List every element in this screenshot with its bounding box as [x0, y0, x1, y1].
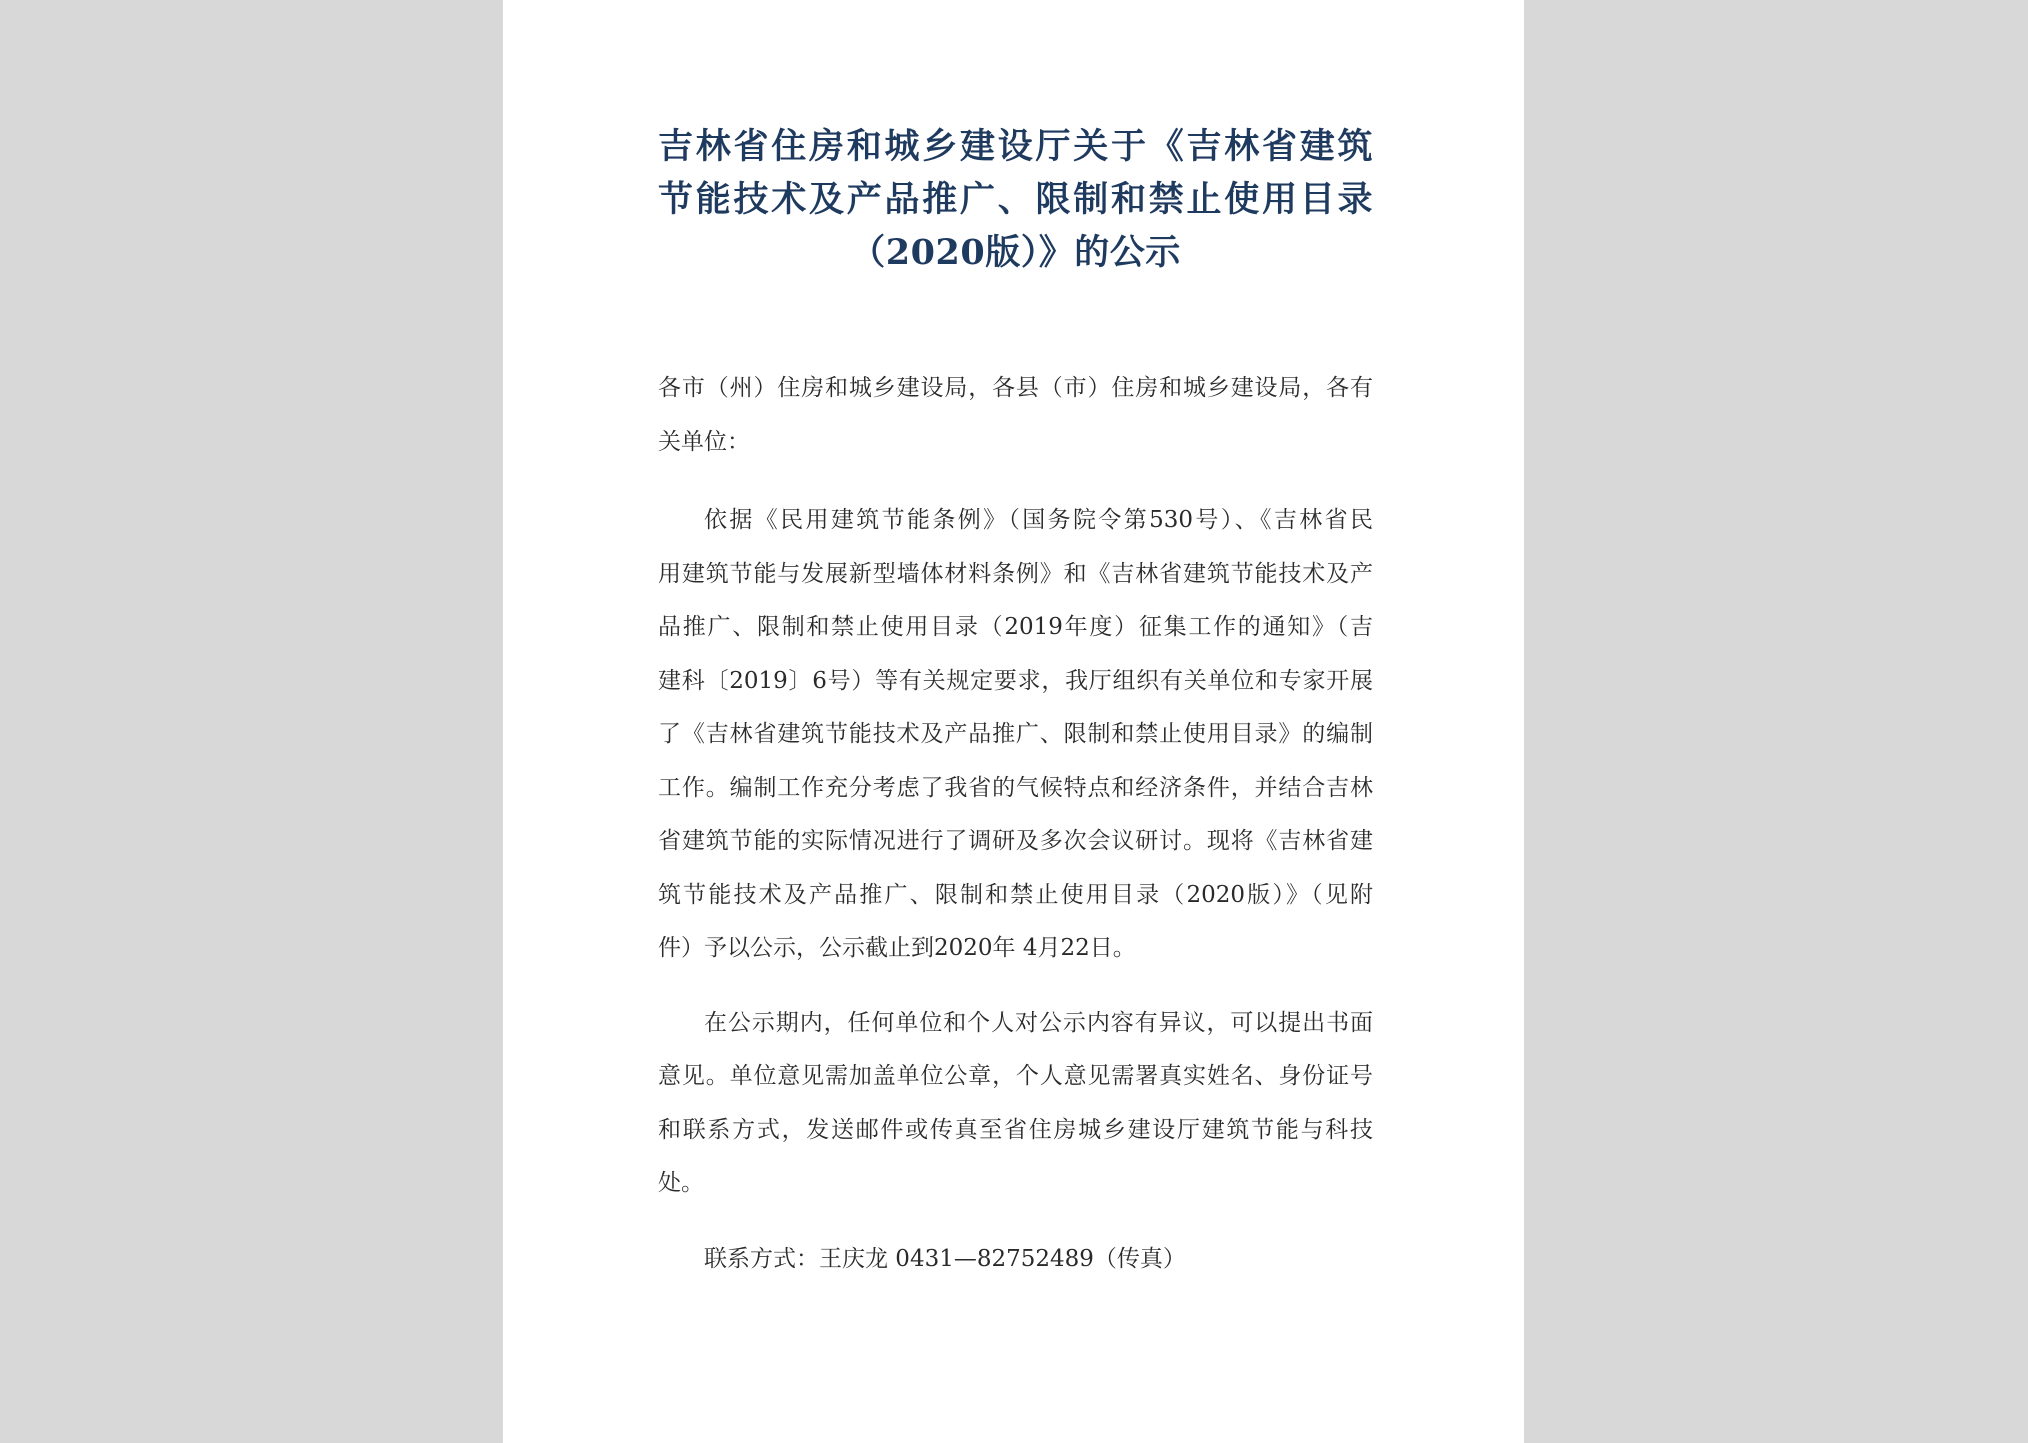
title-line: 吉林省住房和城乡建设厅关于《吉林省建筑	[658, 126, 1373, 167]
title-line: （2020版）》的公示	[850, 232, 1181, 273]
salutation-line: 关单位：	[658, 428, 750, 455]
paragraph-line: 建科〔2019〕6号）等有关规定要求，我厅组织有关单位和专家开展	[658, 667, 1373, 694]
paragraph-line: 了《吉林省建筑节能技术及产品推广、限制和禁止使用目录》的编制	[658, 721, 1373, 747]
paragraph-line: 省建筑节能的实际情况进行了调研及多次会议研讨。现将《吉林省建	[658, 828, 1373, 854]
paragraph-line: 意见。单位意见需加盖单位公章，个人意见需署真实姓名、身份证号	[658, 1063, 1373, 1089]
paragraph-line: 在公示期内，任何单位和个人对公示内容有异议，可以提出书面	[704, 1009, 1373, 1036]
paragraph-line: 件）予以公示，公示截止到2020年 4月22日。	[658, 935, 1136, 961]
document-body	[658, 362, 1373, 1286]
title-line: 节能技术及产品推广、限制和禁止使用目录	[658, 179, 1373, 220]
contact-info	[658, 1233, 1373, 1287]
document-title	[658, 120, 1373, 279]
salutation-line: 各市（州）住房和城乡建设局，各县（市）住房和城乡建设局，各有	[658, 375, 1373, 401]
paragraph-objection	[658, 997, 1373, 1211]
paragraph-line: 和联系方式，发送邮件或传真至省住房城乡建设厅建筑节能与科技	[658, 1116, 1373, 1143]
salutation	[658, 362, 1373, 469]
paragraph-line: 用建筑节能与发展新型墙体材料条例》和《吉林省建筑节能技术及产	[658, 560, 1373, 587]
paragraph-line: 筑节能技术及产品推广、限制和禁止使用目录（2020版）》（见附	[658, 881, 1373, 908]
paragraph-line: 品推广、限制和禁止使用目录（2019年度）征集工作的通知》（吉	[658, 614, 1373, 640]
paragraph-line: 依据《民用建筑节能条例》（国务院令第530号）、《吉林省民	[704, 507, 1373, 533]
document-page	[503, 0, 1524, 1443]
contact-line: 联系方式：王庆龙 0431—82752489（传真）	[704, 1245, 1186, 1272]
paragraph-basis	[658, 494, 1373, 976]
paragraph-line: 工作。编制工作充分考虑了我省的气候特点和经济条件，并结合吉林	[658, 774, 1373, 801]
paragraph-line: 处。	[658, 1170, 704, 1196]
